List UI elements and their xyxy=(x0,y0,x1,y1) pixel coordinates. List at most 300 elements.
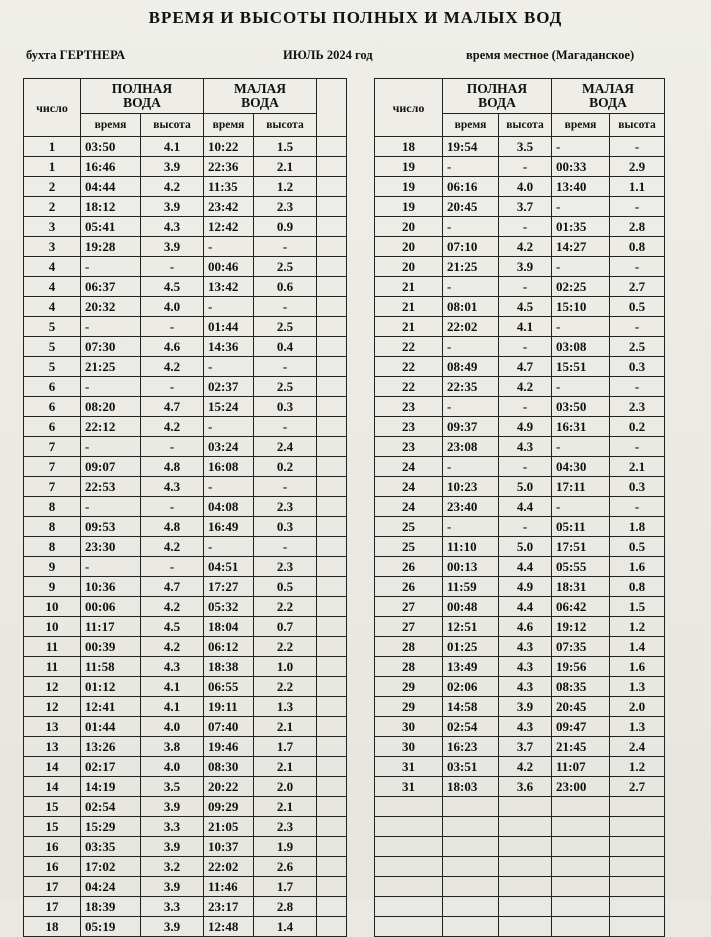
table-row xyxy=(24,197,347,217)
cell-low-height: 1.0 xyxy=(254,657,317,677)
cell-day: 9 xyxy=(24,557,81,577)
cell-spacer xyxy=(317,257,347,277)
table-row xyxy=(375,817,665,837)
cell-low-time xyxy=(552,797,610,817)
cell-high-height: 3.9 xyxy=(141,797,204,817)
cell-low-time: 06:42 xyxy=(552,597,610,617)
cell-low-time: - xyxy=(552,257,610,277)
cell-high-time: 11:17 xyxy=(81,617,141,637)
cell-high-time: 18:03 xyxy=(443,777,499,797)
cell-high-time: 20:45 xyxy=(443,197,499,217)
header-high-water: ПОЛНАЯ ВОДА xyxy=(443,79,552,114)
header-day: число xyxy=(24,79,81,137)
header-low-height: высота xyxy=(610,114,665,137)
cell-low-time: 20:45 xyxy=(552,697,610,717)
cell-high-time: 22:12 xyxy=(81,417,141,437)
cell-spacer xyxy=(317,457,347,477)
cell-low-time: 04:30 xyxy=(552,457,610,477)
cell-high-time: 23:30 xyxy=(81,537,141,557)
cell-day: 2 xyxy=(24,197,81,217)
cell-low-time: 11:46 xyxy=(204,877,254,897)
cell-low-time xyxy=(552,837,610,857)
cell-high-time: 15:29 xyxy=(81,817,141,837)
table-row xyxy=(375,237,665,257)
cell-spacer xyxy=(317,437,347,457)
cell-high-time: 11:59 xyxy=(443,577,499,597)
cell-low-height: - xyxy=(254,297,317,317)
table-row xyxy=(375,717,665,737)
cell-high-time: - xyxy=(81,257,141,277)
cell-spacer xyxy=(317,297,347,317)
location-label: бухта ГЕРТНЕРА xyxy=(26,48,126,62)
cell-high-time: 08:20 xyxy=(81,397,141,417)
cell-low-time: 09:29 xyxy=(204,797,254,817)
cell-low-height: 1.8 xyxy=(610,517,665,537)
table-row xyxy=(24,437,347,457)
cell-high-height: - xyxy=(141,437,204,457)
cell-high-time: - xyxy=(443,157,499,177)
cell-day: 16 xyxy=(24,857,81,877)
cell-day: 25 xyxy=(375,537,443,557)
cell-high-time: 12:51 xyxy=(443,617,499,637)
table-row xyxy=(24,457,347,477)
cell-high-height xyxy=(499,837,552,857)
cell-high-height: 4.4 xyxy=(499,557,552,577)
header-high-height: высота xyxy=(499,114,552,137)
cell-high-time: - xyxy=(81,437,141,457)
cell-high-height: 3.9 xyxy=(141,877,204,897)
cell-high-height: 3.2 xyxy=(141,857,204,877)
cell-low-height xyxy=(610,817,665,837)
table-row xyxy=(375,577,665,597)
table-row xyxy=(24,177,347,197)
cell-spacer xyxy=(317,237,347,257)
cell-low-height: - xyxy=(254,237,317,257)
cell-high-height: 4.2 xyxy=(141,357,204,377)
cell-low-time: 23:42 xyxy=(204,197,254,217)
cell-low-height: 2.2 xyxy=(254,597,317,617)
cell-low-height: 1.7 xyxy=(254,877,317,897)
cell-high-height: 4.8 xyxy=(141,457,204,477)
cell-low-height: 0.8 xyxy=(610,237,665,257)
tide-table-right xyxy=(374,78,665,937)
table-row xyxy=(24,657,347,677)
cell-low-height: 2.1 xyxy=(254,757,317,777)
table-row xyxy=(375,917,665,937)
cell-low-height xyxy=(610,917,665,937)
cell-day: 21 xyxy=(375,277,443,297)
table-row xyxy=(24,217,347,237)
cell-high-time: 07:30 xyxy=(81,337,141,357)
cell-high-height: 4.2 xyxy=(141,417,204,437)
cell-high-time: 02:17 xyxy=(81,757,141,777)
cell-day: 21 xyxy=(375,297,443,317)
table-row xyxy=(375,657,665,677)
cell-high-time: - xyxy=(81,497,141,517)
cell-low-height: 0.5 xyxy=(610,297,665,317)
cell-day: 11 xyxy=(24,637,81,657)
cell-day: 28 xyxy=(375,637,443,657)
cell-high-time: 10:23 xyxy=(443,477,499,497)
cell-high-time: 16:46 xyxy=(81,157,141,177)
cell-high-height: - xyxy=(499,157,552,177)
cell-spacer xyxy=(317,637,347,657)
cell-low-time: 14:27 xyxy=(552,237,610,257)
cell-low-time: 19:11 xyxy=(204,697,254,717)
cell-day: 24 xyxy=(375,457,443,477)
cell-spacer xyxy=(317,377,347,397)
cell-low-time: 05:55 xyxy=(552,557,610,577)
cell-high-height: 4.2 xyxy=(141,637,204,657)
table-row xyxy=(24,777,347,797)
cell-low-height: - xyxy=(610,497,665,517)
cell-spacer xyxy=(317,397,347,417)
cell-high-height: 4.0 xyxy=(141,757,204,777)
cell-high-height: 4.3 xyxy=(141,217,204,237)
cell-high-time: 11:10 xyxy=(443,537,499,557)
cell-low-time: 23:00 xyxy=(552,777,610,797)
cell-high-height: 3.3 xyxy=(141,817,204,837)
cell-low-height xyxy=(610,877,665,897)
cell-high-height: 4.1 xyxy=(141,677,204,697)
cell-low-height: 2.3 xyxy=(254,197,317,217)
table-row xyxy=(375,557,665,577)
cell-low-height: 1.7 xyxy=(254,737,317,757)
table-row xyxy=(375,297,665,317)
cell-spacer xyxy=(317,417,347,437)
cell-day: 6 xyxy=(24,397,81,417)
cell-day: 20 xyxy=(375,237,443,257)
cell-low-time: 02:25 xyxy=(552,277,610,297)
cell-low-height: 1.2 xyxy=(254,177,317,197)
table-row xyxy=(24,477,347,497)
cell-high-time: 21:25 xyxy=(443,257,499,277)
cell-high-height: - xyxy=(499,337,552,357)
cell-low-time: 19:12 xyxy=(552,617,610,637)
table-row xyxy=(375,877,665,897)
cell-spacer xyxy=(317,477,347,497)
cell-high-time xyxy=(443,837,499,857)
cell-high-time xyxy=(443,857,499,877)
cell-low-time: 07:35 xyxy=(552,637,610,657)
cell-low-time: 21:05 xyxy=(204,817,254,837)
cell-high-height: - xyxy=(499,457,552,477)
cell-low-height: 1.2 xyxy=(610,617,665,637)
cell-high-height: - xyxy=(499,217,552,237)
cell-low-time: 03:50 xyxy=(552,397,610,417)
cell-high-time: 04:24 xyxy=(81,877,141,897)
cell-high-height: 4.1 xyxy=(499,317,552,337)
table-row xyxy=(24,417,347,437)
table-row xyxy=(375,517,665,537)
cell-high-height: 4.1 xyxy=(141,137,204,157)
cell-high-time: 21:25 xyxy=(81,357,141,377)
cell-high-time: 06:16 xyxy=(443,177,499,197)
cell-high-height: 3.5 xyxy=(141,777,204,797)
cell-day: 7 xyxy=(24,477,81,497)
cell-day: 29 xyxy=(375,697,443,717)
table-row xyxy=(24,237,347,257)
cell-day: 6 xyxy=(24,417,81,437)
table-row xyxy=(24,717,347,737)
cell-high-time: 09:07 xyxy=(81,457,141,477)
cell-high-height: 3.9 xyxy=(141,157,204,177)
cell-low-time: 05:11 xyxy=(552,517,610,537)
cell-high-height: 3.7 xyxy=(499,197,552,217)
cell-low-time: 18:38 xyxy=(204,657,254,677)
cell-spacer xyxy=(317,737,347,757)
cell-high-height: 4.0 xyxy=(141,717,204,737)
cell-low-time: - xyxy=(552,137,610,157)
cell-high-height: 5.0 xyxy=(499,537,552,557)
cell-spacer xyxy=(317,917,347,937)
header-low-water: МАЛАЯ ВОДА xyxy=(204,79,317,114)
table-row xyxy=(375,217,665,237)
cell-low-height: 1.1 xyxy=(610,177,665,197)
cell-high-height: 4.0 xyxy=(499,177,552,197)
cell-spacer xyxy=(317,337,347,357)
cell-high-time: 18:39 xyxy=(81,897,141,917)
cell-low-time: 04:08 xyxy=(204,497,254,517)
cell-day: 31 xyxy=(375,757,443,777)
table-row xyxy=(24,757,347,777)
cell-low-time: 14:36 xyxy=(204,337,254,357)
cell-low-height: 2.5 xyxy=(254,257,317,277)
cell-low-time: - xyxy=(204,537,254,557)
cell-high-height: 4.3 xyxy=(499,657,552,677)
cell-high-height: - xyxy=(141,497,204,517)
table-row xyxy=(375,617,665,637)
cell-low-time: 13:42 xyxy=(204,277,254,297)
cell-low-height xyxy=(610,857,665,877)
cell-low-time: 17:11 xyxy=(552,477,610,497)
cell-low-height: 2.6 xyxy=(254,857,317,877)
cell-low-time: - xyxy=(204,417,254,437)
cell-spacer xyxy=(317,677,347,697)
cell-low-time: 18:31 xyxy=(552,577,610,597)
cell-high-time: 23:40 xyxy=(443,497,499,517)
cell-day: 22 xyxy=(375,377,443,397)
cell-high-height: 4.3 xyxy=(141,657,204,677)
cell-high-time: - xyxy=(443,277,499,297)
cell-high-time xyxy=(443,917,499,937)
table-row xyxy=(375,157,665,177)
cell-spacer xyxy=(317,517,347,537)
cell-spacer xyxy=(317,697,347,717)
cell-spacer xyxy=(317,557,347,577)
table-row xyxy=(24,557,347,577)
table-row xyxy=(375,137,665,157)
cell-high-height: 4.6 xyxy=(141,337,204,357)
cell-high-time: 09:53 xyxy=(81,517,141,537)
cell-high-height: 4.9 xyxy=(499,577,552,597)
cell-high-height: 3.9 xyxy=(141,837,204,857)
cell-low-height: 0.9 xyxy=(254,217,317,237)
cell-low-height: 0.3 xyxy=(254,397,317,417)
cell-day: 4 xyxy=(24,277,81,297)
cell-day: 13 xyxy=(24,737,81,757)
cell-high-time: - xyxy=(443,517,499,537)
table-row xyxy=(24,537,347,557)
cell-low-height: 0.5 xyxy=(254,577,317,597)
cell-high-height: 4.2 xyxy=(141,537,204,557)
cell-low-height: 0.8 xyxy=(610,577,665,597)
cell-spacer xyxy=(317,157,347,177)
cell-low-height: 1.4 xyxy=(254,917,317,937)
cell-high-height xyxy=(499,917,552,937)
cell-high-time: 08:49 xyxy=(443,357,499,377)
cell-low-time: 19:46 xyxy=(204,737,254,757)
cell-day: 2 xyxy=(24,177,81,197)
cell-high-height: 3.8 xyxy=(141,737,204,757)
cell-low-time: 13:40 xyxy=(552,177,610,197)
cell-day: 10 xyxy=(24,597,81,617)
cell-low-height: 2.5 xyxy=(254,377,317,397)
cell-low-time: - xyxy=(204,357,254,377)
cell-low-time: 06:55 xyxy=(204,677,254,697)
cell-high-height: 4.5 xyxy=(141,277,204,297)
cell-high-time: 02:54 xyxy=(81,797,141,817)
table-row xyxy=(375,857,665,877)
cell-day: 1 xyxy=(24,157,81,177)
cell-high-time: 00:39 xyxy=(81,637,141,657)
cell-low-time: 05:32 xyxy=(204,597,254,617)
cell-low-time: - xyxy=(204,237,254,257)
cell-low-time: 00:33 xyxy=(552,157,610,177)
cell-low-time: - xyxy=(552,377,610,397)
cell-low-height: 2.0 xyxy=(254,777,317,797)
cell-spacer xyxy=(317,657,347,677)
cell-day xyxy=(375,917,443,937)
cell-low-height: 2.2 xyxy=(254,637,317,657)
cell-day: 31 xyxy=(375,777,443,797)
cell-spacer xyxy=(317,217,347,237)
cell-high-height: 3.5 xyxy=(499,137,552,157)
cell-high-height: 3.9 xyxy=(499,257,552,277)
cell-high-height: 4.2 xyxy=(499,757,552,777)
cell-high-time: 10:36 xyxy=(81,577,141,597)
cell-high-height: 4.6 xyxy=(499,617,552,637)
cell-high-height: 3.9 xyxy=(141,237,204,257)
cell-day xyxy=(375,877,443,897)
table-row xyxy=(375,397,665,417)
cell-low-height: - xyxy=(610,197,665,217)
cell-day: 4 xyxy=(24,257,81,277)
cell-low-time: 02:37 xyxy=(204,377,254,397)
table-row xyxy=(375,337,665,357)
cell-day: 30 xyxy=(375,737,443,757)
cell-day: 15 xyxy=(24,817,81,837)
table-row xyxy=(375,757,665,777)
cell-day: 29 xyxy=(375,677,443,697)
cell-high-height: 3.6 xyxy=(499,777,552,797)
cell-low-time: 04:51 xyxy=(204,557,254,577)
cell-high-time: 13:26 xyxy=(81,737,141,757)
cell-day: 16 xyxy=(24,837,81,857)
cell-spacer xyxy=(317,197,347,217)
cell-low-height xyxy=(610,837,665,857)
table-row xyxy=(375,737,665,757)
cell-low-height: - xyxy=(254,537,317,557)
cell-low-time: 08:30 xyxy=(204,757,254,777)
cell-spacer xyxy=(317,497,347,517)
table-row xyxy=(24,357,347,377)
cell-day: 17 xyxy=(24,877,81,897)
table-row xyxy=(24,697,347,717)
header-day: число xyxy=(375,79,443,137)
cell-high-height xyxy=(499,857,552,877)
cell-low-time: 22:02 xyxy=(204,857,254,877)
table-row xyxy=(24,597,347,617)
cell-day: 7 xyxy=(24,437,81,457)
cell-high-height: - xyxy=(499,517,552,537)
table-row xyxy=(24,737,347,757)
cell-spacer xyxy=(317,797,347,817)
table-row xyxy=(375,797,665,817)
table-row xyxy=(375,377,665,397)
cell-high-time: 00:48 xyxy=(443,597,499,617)
cell-low-height: 1.9 xyxy=(254,837,317,857)
table-row xyxy=(375,317,665,337)
cell-low-height: 1.5 xyxy=(610,597,665,617)
cell-low-time: - xyxy=(204,477,254,497)
cell-low-height: 2.3 xyxy=(254,497,317,517)
cell-day: 8 xyxy=(24,517,81,537)
cell-low-height: 0.3 xyxy=(254,517,317,537)
cell-day: 3 xyxy=(24,237,81,257)
cell-high-time: - xyxy=(443,457,499,477)
cell-low-time: 21:45 xyxy=(552,737,610,757)
cell-high-height: 4.2 xyxy=(499,377,552,397)
tide-table-left xyxy=(23,78,347,937)
cell-high-height: 3.3 xyxy=(141,897,204,917)
cell-day: 5 xyxy=(24,357,81,377)
table-row xyxy=(375,457,665,477)
cell-day: 24 xyxy=(375,497,443,517)
cell-high-height: 4.3 xyxy=(499,437,552,457)
table-row xyxy=(375,597,665,617)
cell-high-time: 06:37 xyxy=(81,277,141,297)
cell-high-height: 4.4 xyxy=(499,497,552,517)
table-row xyxy=(24,497,347,517)
cell-high-time: 02:54 xyxy=(443,717,499,737)
cell-day xyxy=(375,837,443,857)
cell-low-time: 11:07 xyxy=(552,757,610,777)
cell-high-time: 01:44 xyxy=(81,717,141,737)
table-row xyxy=(24,677,347,697)
cell-high-height: - xyxy=(141,557,204,577)
cell-day: 7 xyxy=(24,457,81,477)
cell-spacer xyxy=(317,857,347,877)
cell-day xyxy=(375,797,443,817)
cell-spacer xyxy=(317,877,347,897)
cell-low-height: 2.5 xyxy=(254,317,317,337)
cell-low-height: 2.4 xyxy=(254,437,317,457)
cell-low-height: 2.0 xyxy=(610,697,665,717)
cell-spacer xyxy=(317,537,347,557)
cell-high-height: - xyxy=(141,257,204,277)
cell-high-height: - xyxy=(141,317,204,337)
cell-day: 22 xyxy=(375,337,443,357)
cell-low-time: - xyxy=(552,317,610,337)
cell-high-time: 05:41 xyxy=(81,217,141,237)
cell-low-height xyxy=(610,797,665,817)
cell-low-time: 03:08 xyxy=(552,337,610,357)
cell-high-time: 23:08 xyxy=(443,437,499,457)
period-label: ИЮЛЬ 2024 год xyxy=(283,48,373,62)
cell-day: 22 xyxy=(375,357,443,377)
cell-high-height: 4.3 xyxy=(499,677,552,697)
